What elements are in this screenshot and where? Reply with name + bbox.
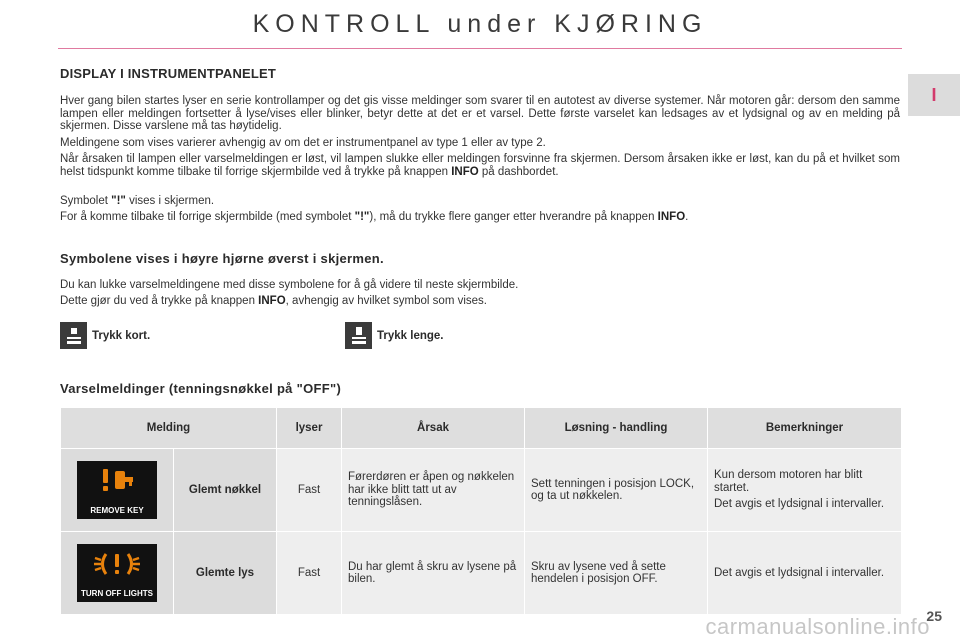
warning-messages-table — [60, 407, 902, 615]
short-press-item: Trykk kort. — [60, 322, 150, 349]
return-paragraph: For å komme tilbake til forrige skjermbilde (med symbolet "!"), må du trykke flere ganger etter hverandre på knappen INFO. — [60, 211, 689, 223]
cause-text: Førerdøren er åpen og nøkkelen har ikke blitt tatt ut av tenningslåsen. — [342, 449, 525, 532]
cause-text: Du har glemt å skru av lysene på bilen. — [342, 532, 525, 615]
table-row — [61, 532, 902, 615]
short-press-icon — [60, 322, 87, 349]
section-heading: DISPLAY I INSTRUMENTPANELET — [60, 66, 277, 81]
remove-key-icon: REMOVE KEY — [77, 461, 157, 519]
table-row — [61, 449, 902, 532]
info-button-ref: INFO — [451, 165, 479, 178]
remarks-cell: Det avgis et lydsignal i intervaller. — [708, 532, 902, 615]
solution-text: Sett tenningen i posisjon LOCK, og ta ut nøkkelen. — [525, 449, 708, 532]
message-name: Glemte lys — [174, 532, 277, 615]
lights-value: Fast — [277, 532, 342, 615]
page-title: KONTROLL under KJØRING — [252, 10, 708, 38]
lights-value: Fast — [277, 449, 342, 532]
long-press-icon — [345, 322, 372, 349]
type-paragraph: Meldingene som vises varierer avhengig av om det er instrumentpanel av type 1 eller av type 2. — [60, 137, 546, 149]
turn-off-lights-icon: TURN OFF LIGHTS — [77, 544, 157, 602]
chapter-tab[interactable]: I — [908, 74, 960, 116]
remarks-cell: Kun dersom motoren har blitt startet. Det avgis et lydsignal i intervaller. — [708, 449, 902, 532]
table-heading: Varselmeldinger (tenningsnøkkel på "OFF") — [60, 381, 342, 396]
message-name: Glemt nøkkel — [174, 449, 277, 532]
col-cause: Årsak — [342, 408, 525, 449]
col-solution: Løsning - handling — [525, 408, 708, 449]
resolve-paragraph: Når årsaken til lampen eller varselmeldingen er løst, vil lampen slukke eller meldingen forsvinne fra skjermen. Dersom årsaken ikke er løst, kan du på et hvilket som helst tidspunkt komme tilbake til forrige skjermbilde ved å trykke på knappen INFO på dashbordet. — [60, 153, 900, 178]
col-message: Melding — [61, 408, 277, 449]
col-lights: lyser — [277, 408, 342, 449]
title-divider — [58, 48, 902, 49]
page-number: 25 — [926, 608, 942, 624]
symbols-paragraph: Du kan lukke varselmeldingene med disse symbolene for å gå videre til neste skjermbilde. — [60, 279, 519, 291]
long-press-item: Trykk lenge. — [345, 322, 443, 349]
intro-paragraph: Hver gang bilen startes lyser en serie kontrollamper og det gis visse meldinger som svarer til en autotest av diverse systemer. Når motoren går: dersom den samme lampen eller meldingen fortsetter å lyse/vises eller blinker, betyr dette at det er et varsel. Dette første varselet kan ledsages av et lydsignal og av en melding på skjermen. Disse varslene må tas høytidelig. — [60, 95, 900, 132]
symbols-info-paragraph: Dette gjør du ved å trykke på knappen INFO, avhengig av hvilket symbol som vises. — [60, 295, 487, 307]
col-remarks: Bemerkninger — [708, 408, 902, 449]
symbol-paragraph: Symbolet "!" vises i skjermen. — [60, 195, 215, 207]
watermark: carmanualsonline.info — [705, 614, 930, 639]
solution-text: Skru av lysene ved å sette hendelen i posisjon OFF. — [525, 532, 708, 615]
symbols-heading: Symbolene vises i høyre hjørne øverst i skjermen. — [60, 251, 384, 266]
